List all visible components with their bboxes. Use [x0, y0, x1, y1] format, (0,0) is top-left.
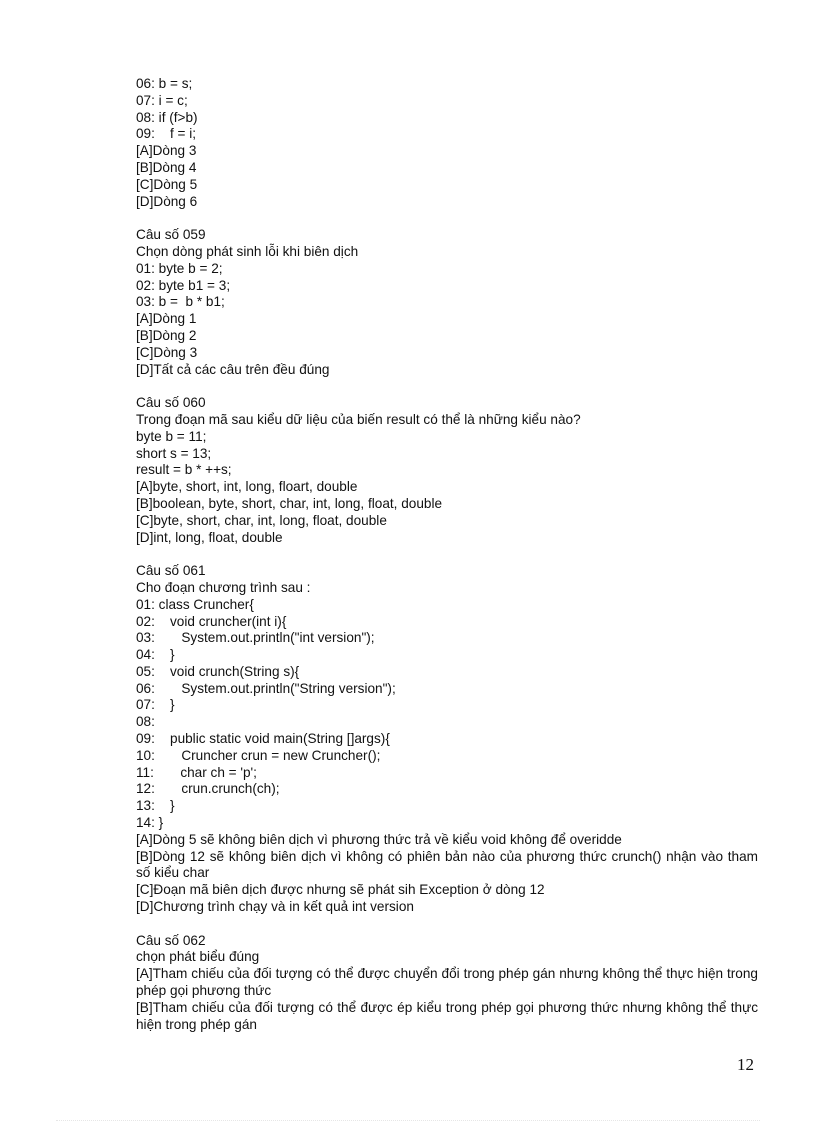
- text-line: 07: }: [136, 697, 175, 713]
- text-line: 04: }: [136, 647, 175, 663]
- text-line: [B]boolean, byte, short, char, int, long, float, double: [136, 495, 443, 511]
- text-line: 05: void crunch(String s){: [136, 663, 300, 679]
- text-line: short s = 13;: [136, 445, 212, 461]
- text-line: 07: i = c;: [136, 92, 188, 108]
- blank-line: [136, 378, 758, 395]
- text-line: [B]Dòng 2: [136, 327, 197, 343]
- text-line: 12: crun.crunch(ch);: [136, 781, 280, 797]
- text-line: 02: byte b1 = 3;: [136, 277, 231, 293]
- text-line: [C]byte, short, char, int, long, float, double: [136, 512, 387, 528]
- text-line: [D]int, long, float, double: [136, 529, 283, 545]
- footer-divider: [56, 1120, 760, 1121]
- text-line: 13: }: [136, 798, 175, 814]
- page-number: 12: [737, 1055, 754, 1074]
- text-line: byte b = 11;: [136, 428, 207, 444]
- text-line: [A]Dòng 5 sẽ không biên dịch vì phương thức trả về kiểu void không để overidde: [136, 831, 622, 847]
- text-line: Chọn dòng phát sinh lỗi khi biên dịch: [136, 243, 359, 259]
- text-line: [C]Dòng 5: [136, 176, 198, 192]
- text-line: 06: System.out.println("String version");: [136, 680, 396, 696]
- text-line: 01: class Cruncher{: [136, 596, 254, 612]
- text-line: 02: void cruncher(int i){: [136, 613, 287, 629]
- text-line: 09: f = i;: [136, 126, 197, 142]
- text-line: Câu số 059: [136, 227, 206, 243]
- text-line: [A]Dòng 1: [136, 311, 197, 327]
- text-line: 03: System.out.println("int version");: [136, 630, 375, 646]
- text-line: 03: b = b * b1;: [136, 294, 225, 310]
- text-line: [B]Tham chiếu của đối tượng có thể được ép kiểu trong phép gọi phương thức nhưng không thể thực hiện trong phép gán: [136, 999, 758, 1032]
- text-line: 14: }: [136, 815, 164, 831]
- text-line: Cho đoạn chương trình sau :: [136, 579, 311, 595]
- text-line: [A]Dòng 3: [136, 143, 197, 159]
- text-line: [C]Đoạn mã biên dịch được nhưng sẽ phát sih Exception ở dòng 12: [136, 882, 545, 898]
- text-line: [B]Dòng 4: [136, 159, 197, 175]
- text-line: chọn phát biểu đúng: [136, 949, 260, 965]
- text-line: [D]Chương trình chạy và in kết quả int version: [136, 899, 414, 915]
- text-line: Câu số 062: [136, 932, 206, 948]
- text-line: 09: public static void main(String []args){: [136, 731, 390, 747]
- text-line: 08:: [136, 714, 155, 730]
- text-line: 06: b = s;: [136, 76, 193, 91]
- text-line: 10: Cruncher crun = new Cruncher();: [136, 747, 381, 763]
- text-line: Trong đoạn mã sau kiểu dữ liệu của biến result có thể là những kiểu nào?: [136, 411, 581, 427]
- text-line: [D]Dòng 6: [136, 193, 198, 209]
- text-line: [A]byte, short, int, long, floart, double: [136, 479, 358, 495]
- blank-line: [136, 916, 758, 933]
- text-line: [A]Tham chiếu của đối tượng có thể được chuyển đổi trong phép gán nhưng không thể thực hiện trong phép gọi phương thức: [136, 966, 758, 999]
- document-body: [136, 76, 758, 1033]
- blank-line: [136, 546, 758, 563]
- text-line: result = b * ++s;: [136, 462, 232, 478]
- text-line: Câu số 061: [136, 563, 206, 579]
- text-line: [C]Dòng 3: [136, 344, 198, 360]
- text-line: [B]Dòng 12 sẽ không biên dịch vì không có phiên bản nào của phương thức crunch() nhận vào tham số kiểu char: [136, 848, 758, 881]
- text-line: 08: if (f>b): [136, 109, 198, 125]
- blank-line: [136, 210, 758, 227]
- text-line: 11: char ch = 'p';: [136, 764, 257, 780]
- text-line: 01: byte b = 2;: [136, 260, 223, 276]
- text-line: Câu số 060: [136, 395, 206, 411]
- text-line: [D]Tất cả các câu trên đều đúng: [136, 361, 330, 377]
